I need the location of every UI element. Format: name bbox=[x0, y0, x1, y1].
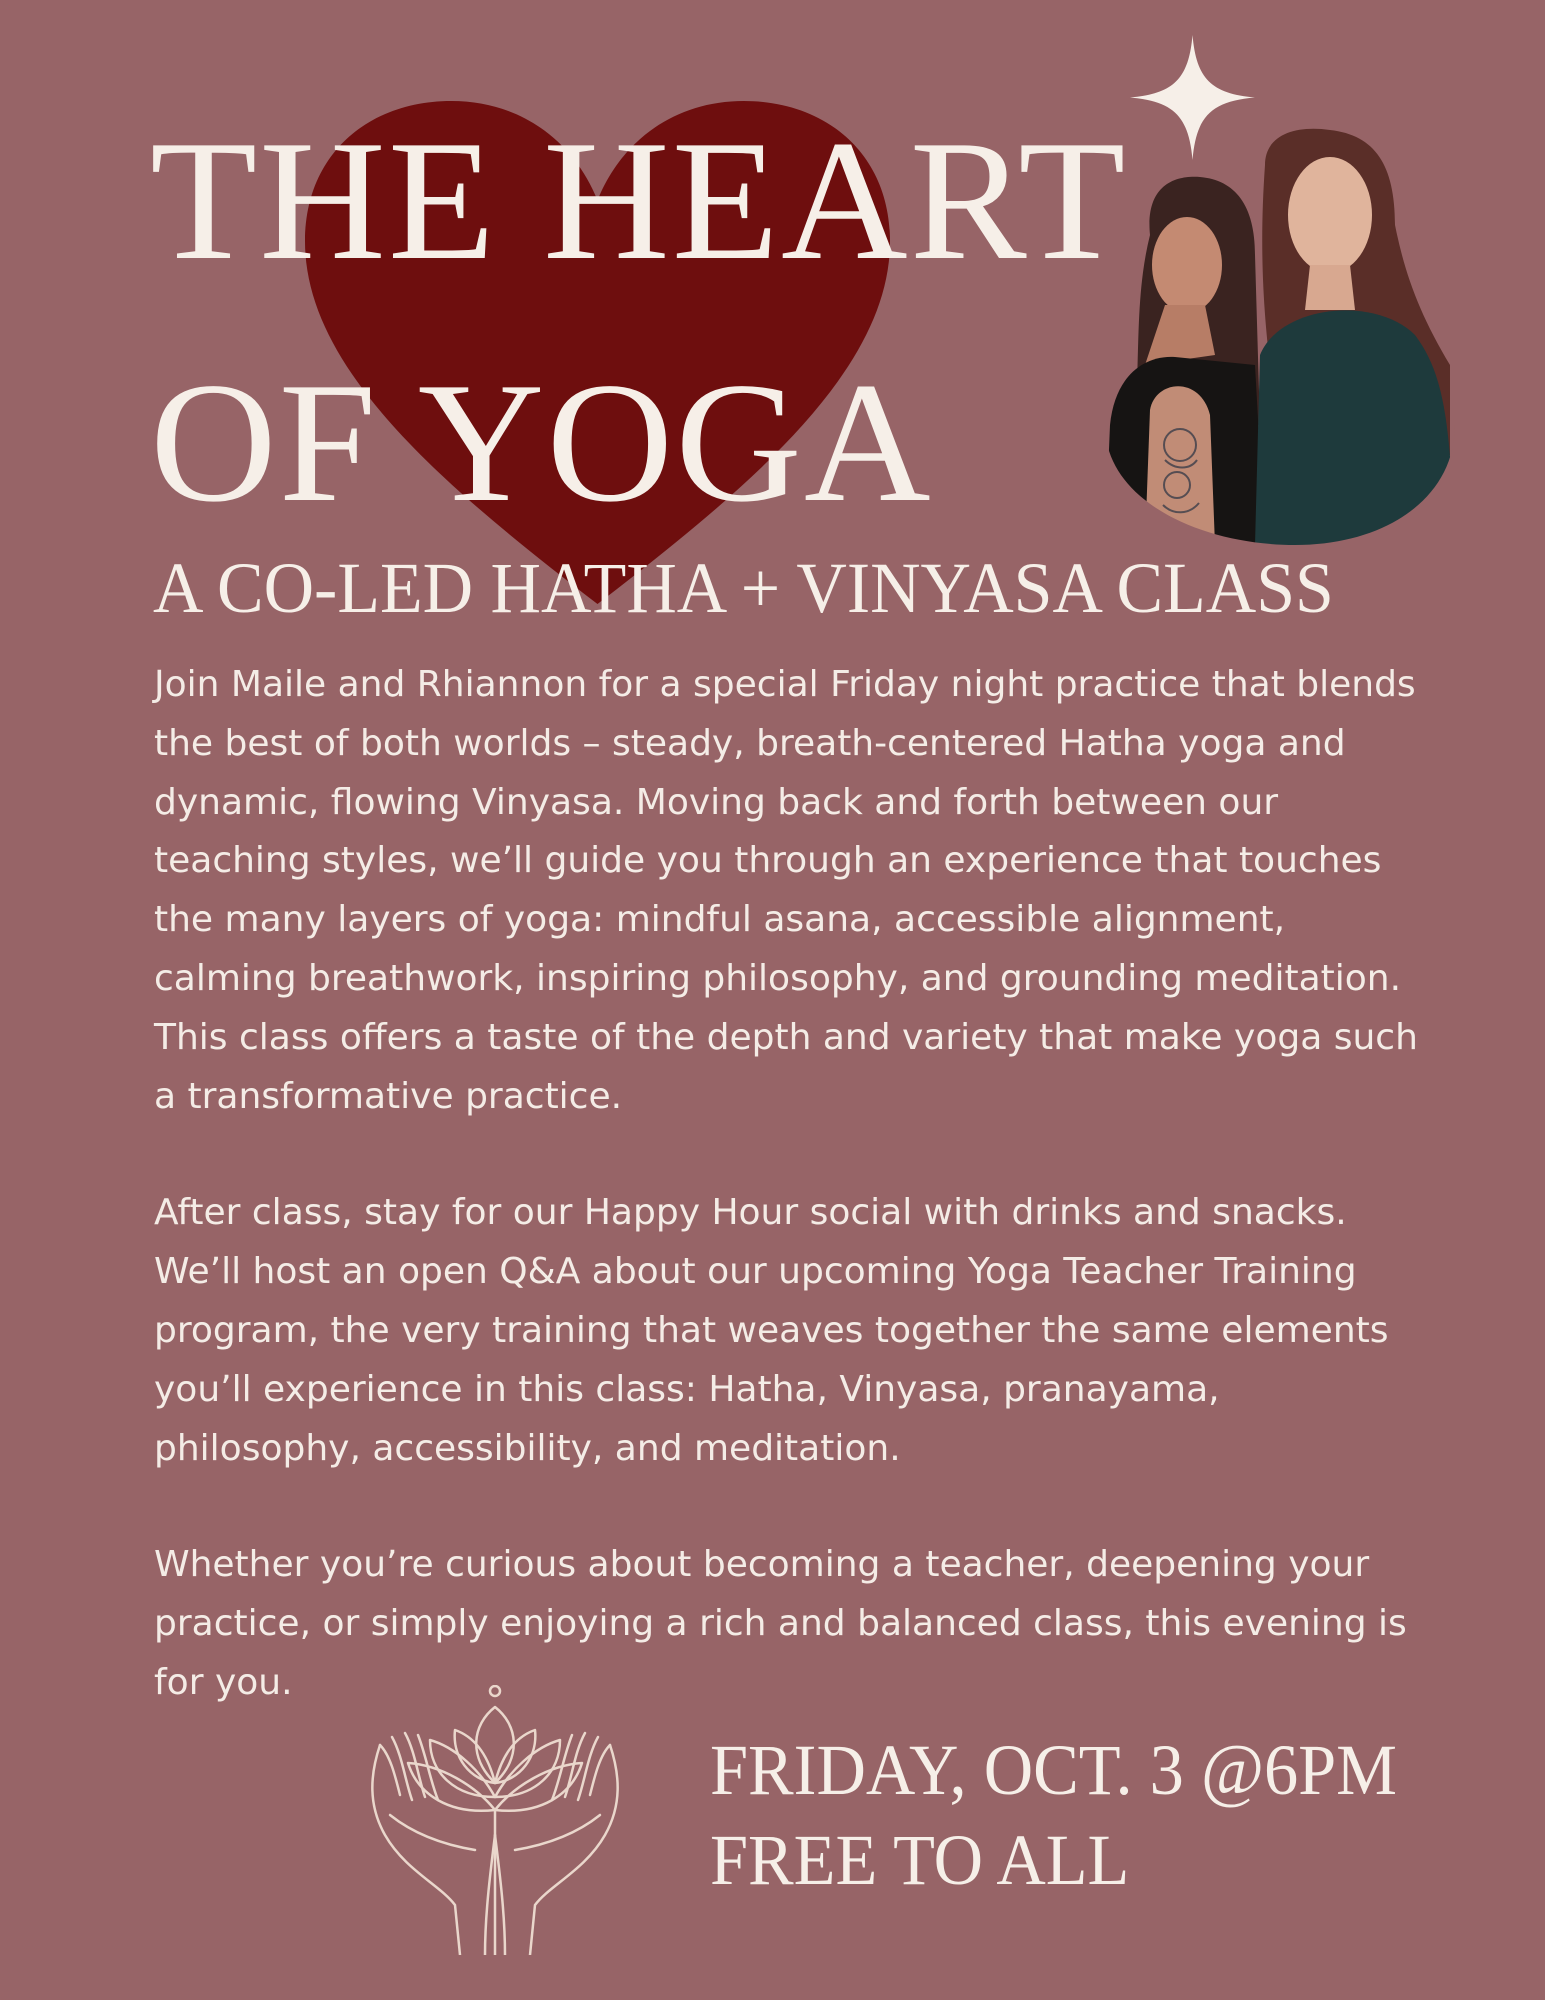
instructors-photo bbox=[1105, 125, 1455, 545]
event-price: FREE TO ALL bbox=[710, 1820, 1130, 1900]
title-line-2: OF YOGA bbox=[150, 348, 933, 538]
subtitle: A CO-LED HATHA + VINYASA CLASS bbox=[153, 548, 1334, 628]
description-paragraph-3: Whether you’re curious about becoming a teacher, deepening your practice, or simply enjoying a rich and balanced class, this evening is for you. bbox=[154, 1544, 1407, 1703]
description bbox=[154, 656, 1434, 1771]
event-details bbox=[710, 1725, 1433, 1905]
lotus-hands-icon bbox=[360, 1685, 630, 1955]
event-date-time: FRIDAY, OCT. 3 @6PM bbox=[710, 1730, 1398, 1810]
description-paragraph-2: After class, stay for our Happy Hour social with drinks and snacks. We’ll host an open Q&A about our upcoming Yoga Teacher Training program, the very training that weaves together the same elements you’ll experience in this class: Hatha, Vinyasa, pranayama, philosophy, accessibility, and meditation. bbox=[154, 1192, 1389, 1469]
description-paragraph-1: Join Maile and Rhiannon for a special Friday night practice that blends the best of both worlds – steady, breath-centered Hatha yoga and dynamic, flowing Vinyasa. Moving back and forth between our teaching styles, we’ll guide you through an experience that touches the many layers of yoga: mindful asana, accessible alignment, calming breathwork, inspiring philosophy, and grounding meditation. This class offers a taste of the depth and variety that make yoga such a transformative practice. bbox=[154, 664, 1418, 1117]
title-line-1: THE HEART bbox=[150, 106, 1128, 296]
